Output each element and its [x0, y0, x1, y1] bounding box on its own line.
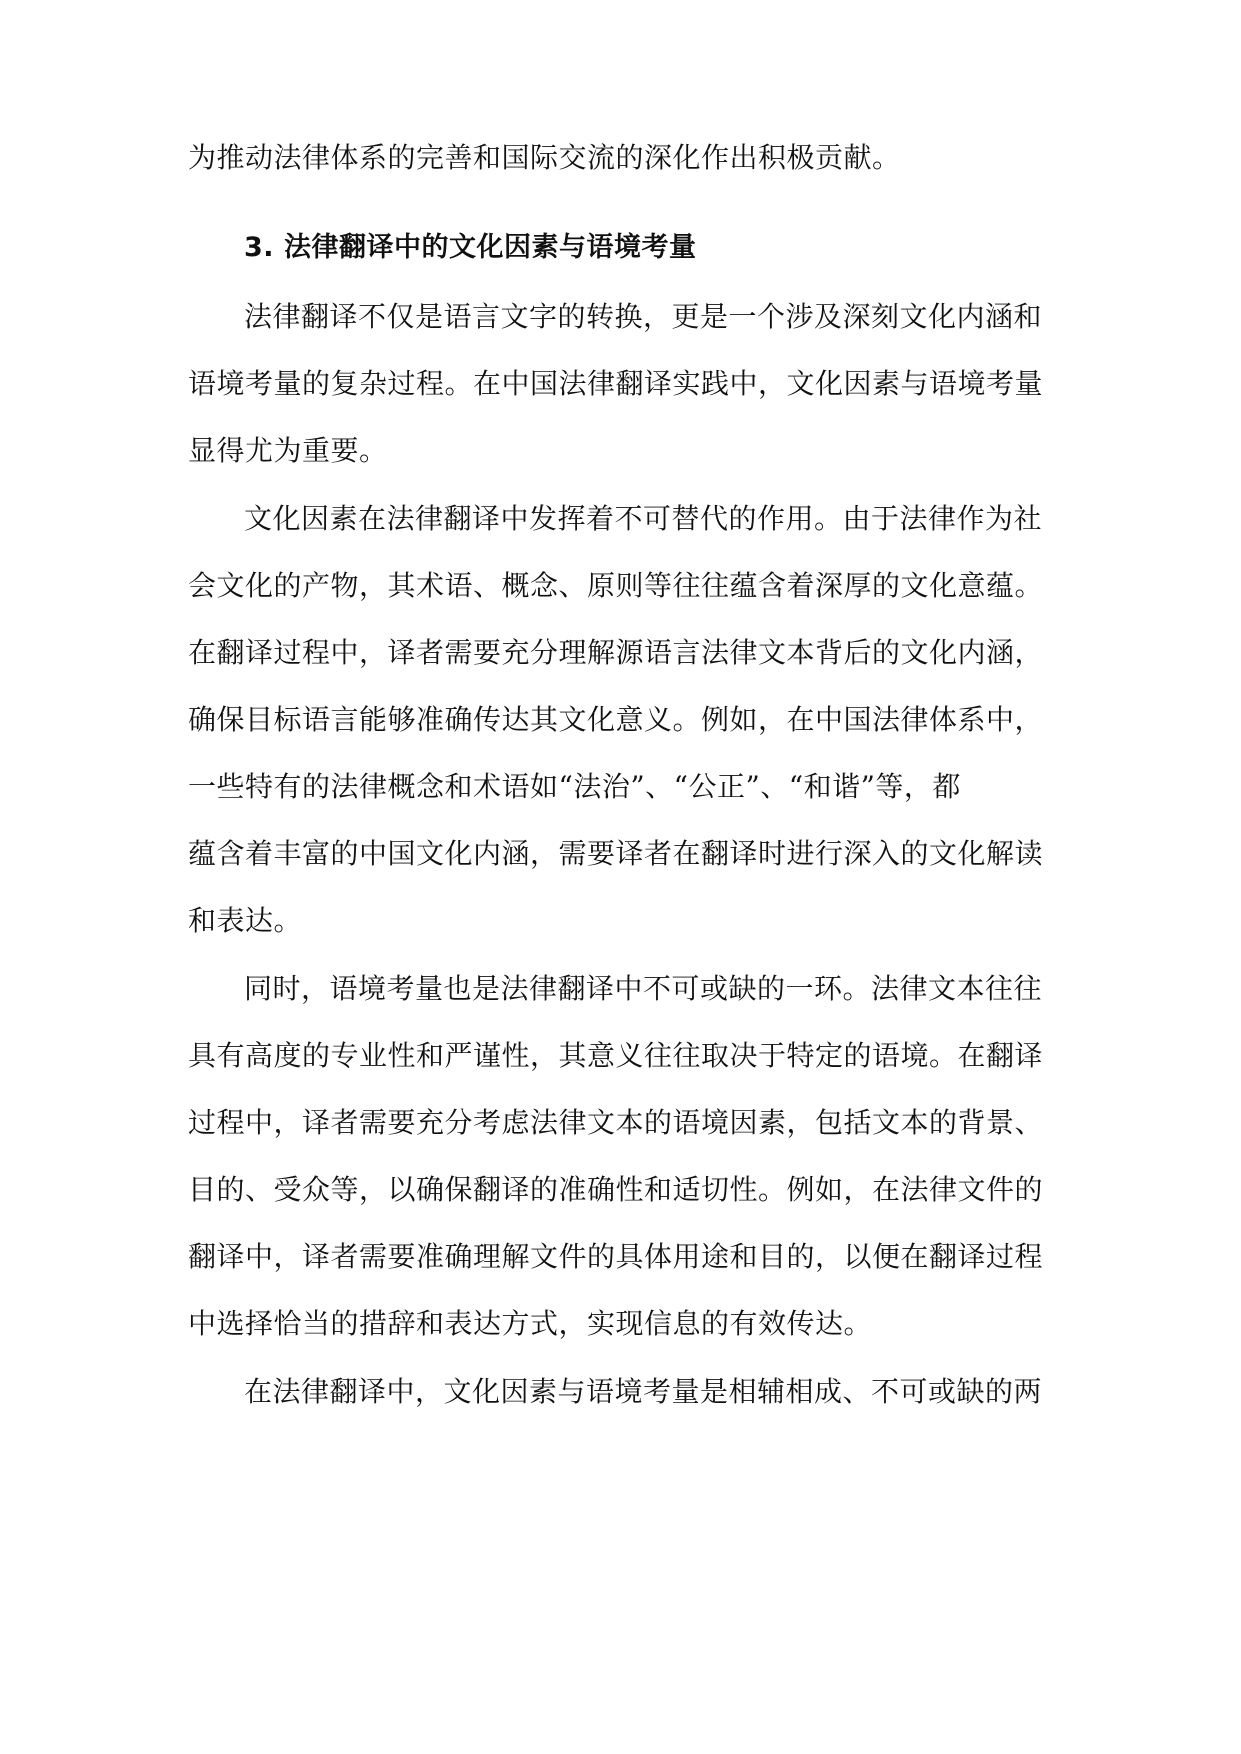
- paragraph-line: 确保目标语言能够准确传达其文化意义。例如，在中国法律体系中，: [188, 703, 1044, 736]
- paragraph-line: 蕴含着丰富的中国文化内涵，需要译者在翻译时进行深入的文化解读: [188, 837, 1044, 870]
- paragraph-line: 具有高度的专业性和严谨性，其意义往往取决于特定的语境。在翻译: [188, 1039, 1044, 1072]
- paragraph-line: 显得尤为重要。: [188, 434, 388, 467]
- paragraph-line: 中选择恰当的措辞和表达方式，实现信息的有效传达。: [188, 1307, 873, 1340]
- paragraph-line: 在翻译过程中，译者需要充分理解源语言法律文本背后的文化内涵，: [188, 636, 1044, 669]
- paragraph-line: 过程中，译者需要充分考虑法律文本的语境因素，包括文本的背景、: [188, 1106, 1044, 1139]
- paragraph-line: 目的、受众等，以确保翻译的准确性和适切性。例如，在法律文件的: [188, 1173, 1044, 1206]
- paragraph-line: 翻译中，译者需要准确理解文件的具体用途和目的，以便在翻译过程: [188, 1240, 1044, 1273]
- paragraph-line: 法律翻译不仅是语言文字的转换，更是一个涉及深刻文化内涵和: [244, 300, 1043, 333]
- paragraph-line: 一些特有的法律概念和术语如“法治”、“公正”、“和谐”等，都: [188, 770, 961, 803]
- paragraph-line: 同时，语境考量也是法律翻译中不可或缺的一环。法律文本往往: [244, 972, 1043, 1005]
- section-heading: 3. 法律翻译中的文化因素与语境考量: [244, 232, 697, 263]
- paragraph-line: 语境考量的复杂过程。在中国法律翻译实践中，文化因素与语境考量: [188, 367, 1044, 400]
- paragraph-line: 文化因素在法律翻译中发挥着不可替代的作用。由于法律作为社: [244, 502, 1043, 535]
- text-line: 为推动法律体系的完善和国际交流的深化作出积极贡献。: [188, 141, 901, 174]
- paragraph-line: 会文化的产物，其术语、概念、原则等往往蕴含着深厚的文化意蕴。: [188, 569, 1044, 602]
- paragraph-line: 在法律翻译中，文化因素与语境考量是相辅相成、不可或缺的两: [244, 1375, 1043, 1408]
- paragraph-line: 和表达。: [188, 904, 303, 937]
